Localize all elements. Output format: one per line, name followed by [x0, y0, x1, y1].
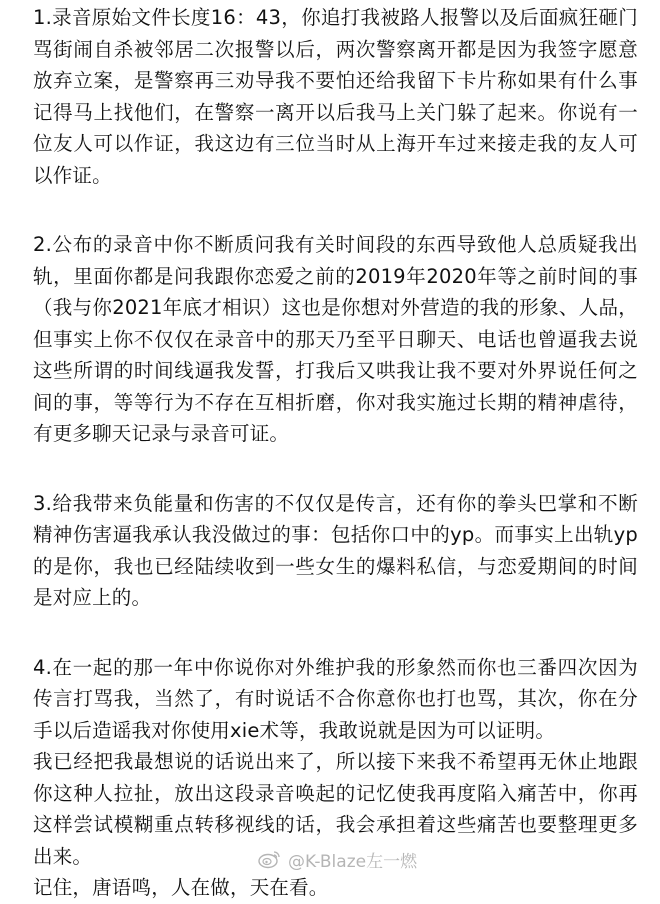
weibo-watermark	[258, 846, 417, 872]
paragraph-3: 3.给我带来负能量和伤害的不仅仅是传言，还有你的拳头巴掌和不断精神伤害逼我承认我没做过的事：包括你口中的yp。而事实上出轨yp的是你，我也已经陆续收到一些女生的爆料私信，与恋爱期间的时间是对应上的。	[33, 491, 638, 609]
statement-document	[33, 2, 638, 904]
paragraph-gap	[33, 191, 638, 229]
paragraph-closing: 记住，唐语鸣，人在做，天在看。	[33, 876, 329, 899]
paragraph-5: 我已经把我最想说的话说出来了，所以接下来我不希望再无休止地跟你这种人拉扯，放出这段录音唤起的记忆使我再度陷入痛苦中，你再这样尝试模糊重点转移视线的话，我会承担着这些痛苦也要整理更多出来。	[33, 750, 638, 868]
paragraph-2: 2.公布的录音中你不断质问我有关时间段的东西导致他人总质疑我出轨，里面你都是问我跟你恋爱之前的2019年2020年等之前时间的事（我与你2021年底才相识）这也是你想对外营造的我的形象、人品，但事实上你不仅仅在录音中的那天乃至平日聊天、电话也曾逼我去说这些所谓的时间线逼我发誓，打我后又哄我让我不要对外界说任何之间的事，等等行为不存在互相折磨，你对我实施过长期的精神虐待，有更多聊天记录与录音可证。	[33, 233, 638, 445]
paragraph-gap	[33, 614, 638, 652]
paragraph-gap	[33, 450, 638, 488]
paragraph-4: 4.在一起的那一年中你说你对外维护我的形象然而你也三番四次因为传言打骂我，当然了，有时说话不合你意你也打也骂，其次，你在分手以后造谣我对你使用xie术等，我敢说就是因为可以证明。	[33, 655, 638, 742]
paragraph-1: 1.录音原始文件长度16：43，你追打我被路人报警以及后面疯狂砸门骂街闹自杀被邻居二次报警以后，两次警察离开都是因为我签字愿意放弃立案，是警察再三劝导我不要怕还给我留下卡片称如果有什么事记得马上找他们，在警察一离开以后我马上关门躲了起来。你说有一位友人可以作证，我这边有三位当时从上海开车过来接走我的友人可以作证。	[33, 6, 638, 187]
watermark-text: @K-Blaze左一燃	[288, 851, 418, 872]
weibo-icon	[258, 849, 282, 869]
